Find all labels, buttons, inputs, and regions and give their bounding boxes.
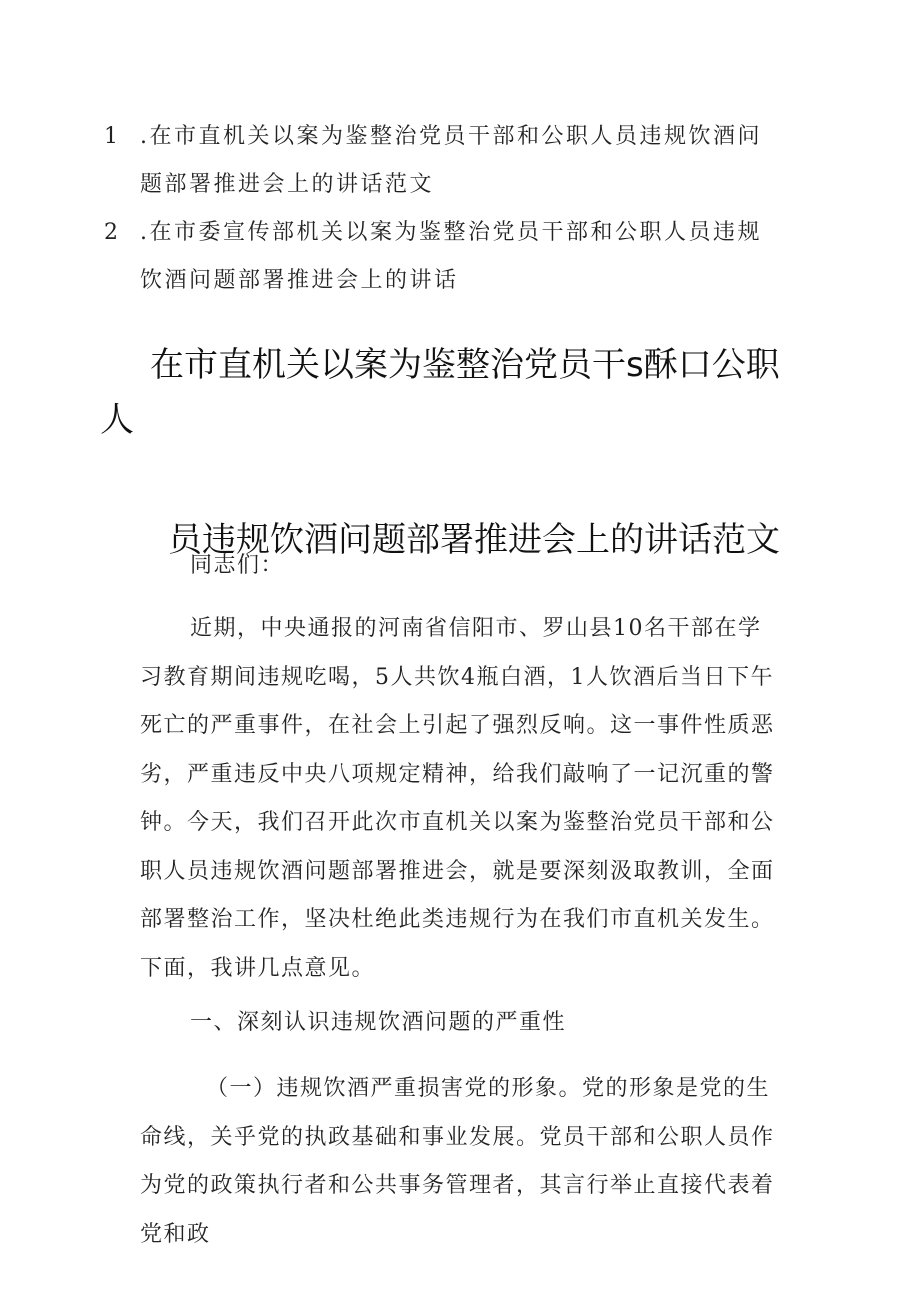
toc-item[interactable] (104, 113, 784, 209)
title-line-2: 人 (100, 400, 134, 440)
body-paragraph: （一）违规饮酒严重损害党的形象。党的形象是党的生命线，关乎党的执政基础和事业发展。党员干部和公职人员作为党的政策执行者和公共事务管理者，其言行举止直接代表着党和政 (140, 1076, 775, 1247)
toc-item-number: 1 (104, 124, 121, 149)
section-heading: 一、深刻认识违规饮酒问题的严重性 (190, 1010, 567, 1035)
table-of-contents (104, 113, 784, 305)
salutation: 同志们： (190, 553, 285, 578)
toc-item-text: .在市委宣传部机关以案为鉴整治党员干部和公职人员违规饮酒问题部署推进会上的讲话 (140, 220, 762, 293)
toc-item-number: 2 (104, 220, 121, 245)
title-line-3: 员违规饮酒问题部署推进会上的讲话范文 (168, 520, 780, 560)
toc-item-text: .在市直机关以案为鉴整治党员干部和公职人员违规饮酒问题部署推进会上的讲话范文 (140, 124, 762, 197)
toc-item[interactable] (104, 209, 784, 305)
body-paragraph: 近期，中央通报的河南省信阳市、罗山县10名干部在学习教育期间违规吃喝，5人共饮4瓶白酒，1人饮酒后当日下午死亡的严重事件，在社会上引起了强烈反响。这一事件性质恶劣，严重违反中央八项规定精神，给我们敲响了一记沉重的警钟。今天，我们召开此次市直机关以案为鉴整治党员干部和公职人员违规饮酒问题部署推进会，就是要深刻汲取教训，全面部署整治工作，坚决杜绝此类违规行为在我们市直机关发生。下面，我讲几点意见。 (140, 616, 775, 981)
document-title (100, 338, 800, 568)
title-line-1: 在市直机关以案为鉴整治党员干s酥口公职 (150, 345, 780, 385)
